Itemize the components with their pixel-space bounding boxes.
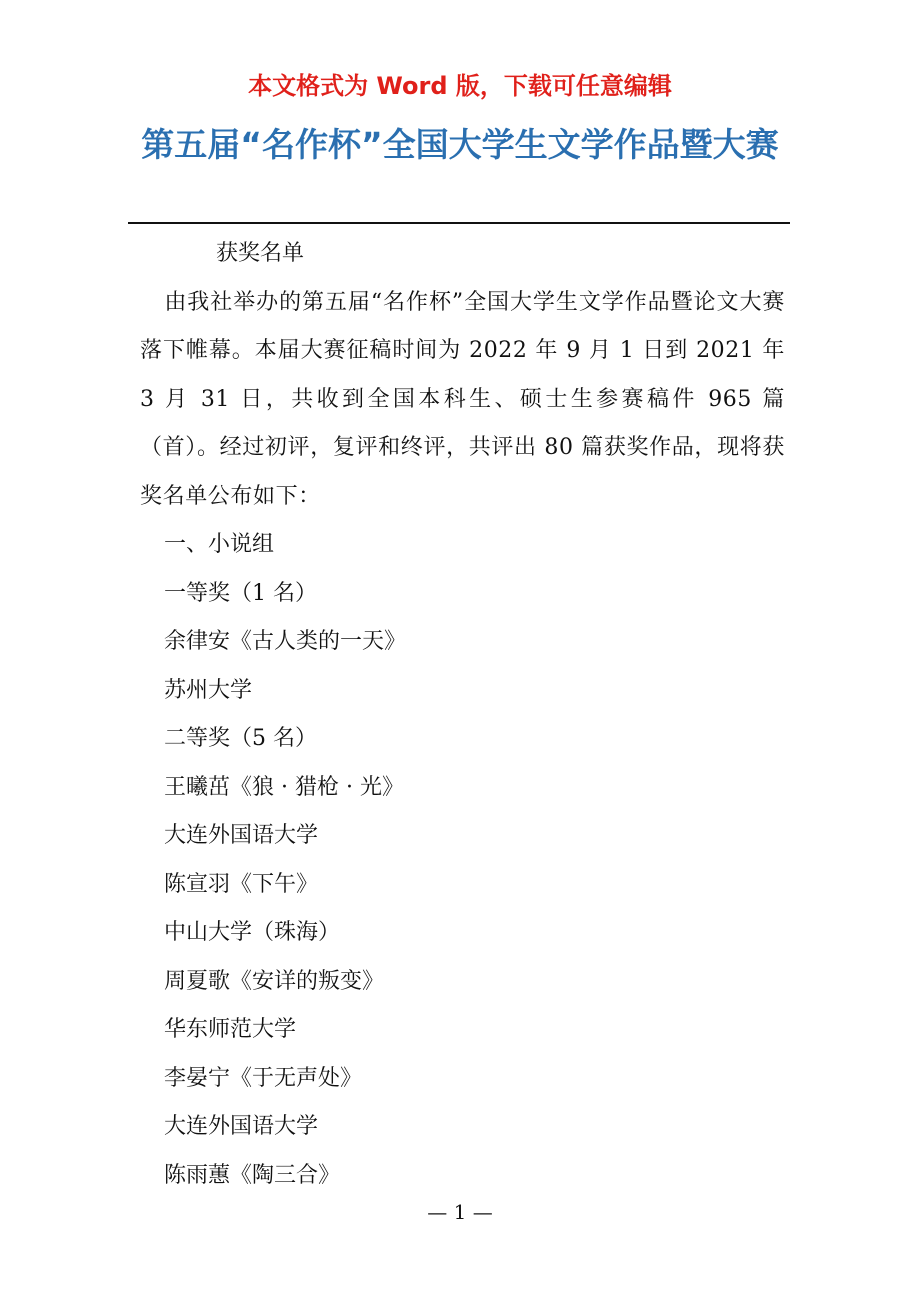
list-item: 华东师范大学 [164,1017,297,1042]
page-number: — 1 — [427,1200,493,1224]
list-item: 一等奖（1 名） [164,580,317,606]
list-item: 大连外国语大学 [164,823,319,848]
category-heading: 一、小说组 [164,532,275,557]
list-item: 周夏歌《安详的叛变》 [164,968,385,994]
list-item: 苏州大学 [164,677,253,703]
section-heading: 获奖名单 [216,241,305,266]
document-title: 第五届“名作杯”全国大学生文学作品暨大赛 [141,125,779,164]
list-item: 余律安《古人类的一天》 [164,629,407,654]
list-item: 陈宣羽《下午》 [164,871,319,897]
list-item: 大连外国语大学 [164,1114,319,1139]
document-body [140,230,785,1200]
list-item: 王曦茁《狼 · 猎枪 · 光》 [164,774,404,800]
list-item: 陈雨蕙《陶三合》 [164,1162,341,1188]
intro-paragraph [140,279,785,522]
list-item: 二等奖（5 名） [164,726,317,751]
list-item: 李晏宁《于无声处》 [164,1065,363,1091]
intro-text: 由我社举办的第五届“名作杯”全国大学生文学作品暨论文大赛落下帷幕。本届大赛征稿时间为 2022 年 9 月 1 日到 2021 年 3 月 31 日，共收到全国本科生、硕士生参赛稿件 965 篇（首）。经过初评，复评和终评，共评出 80 篇获奖作品，现将获奖名单公布如下： [140,289,785,509]
list-item: 中山大学（珠海） [164,920,341,945]
title-divider [128,222,790,224]
download-notice: 本文格式为 Word 版，下载可任意编辑 [248,72,672,100]
